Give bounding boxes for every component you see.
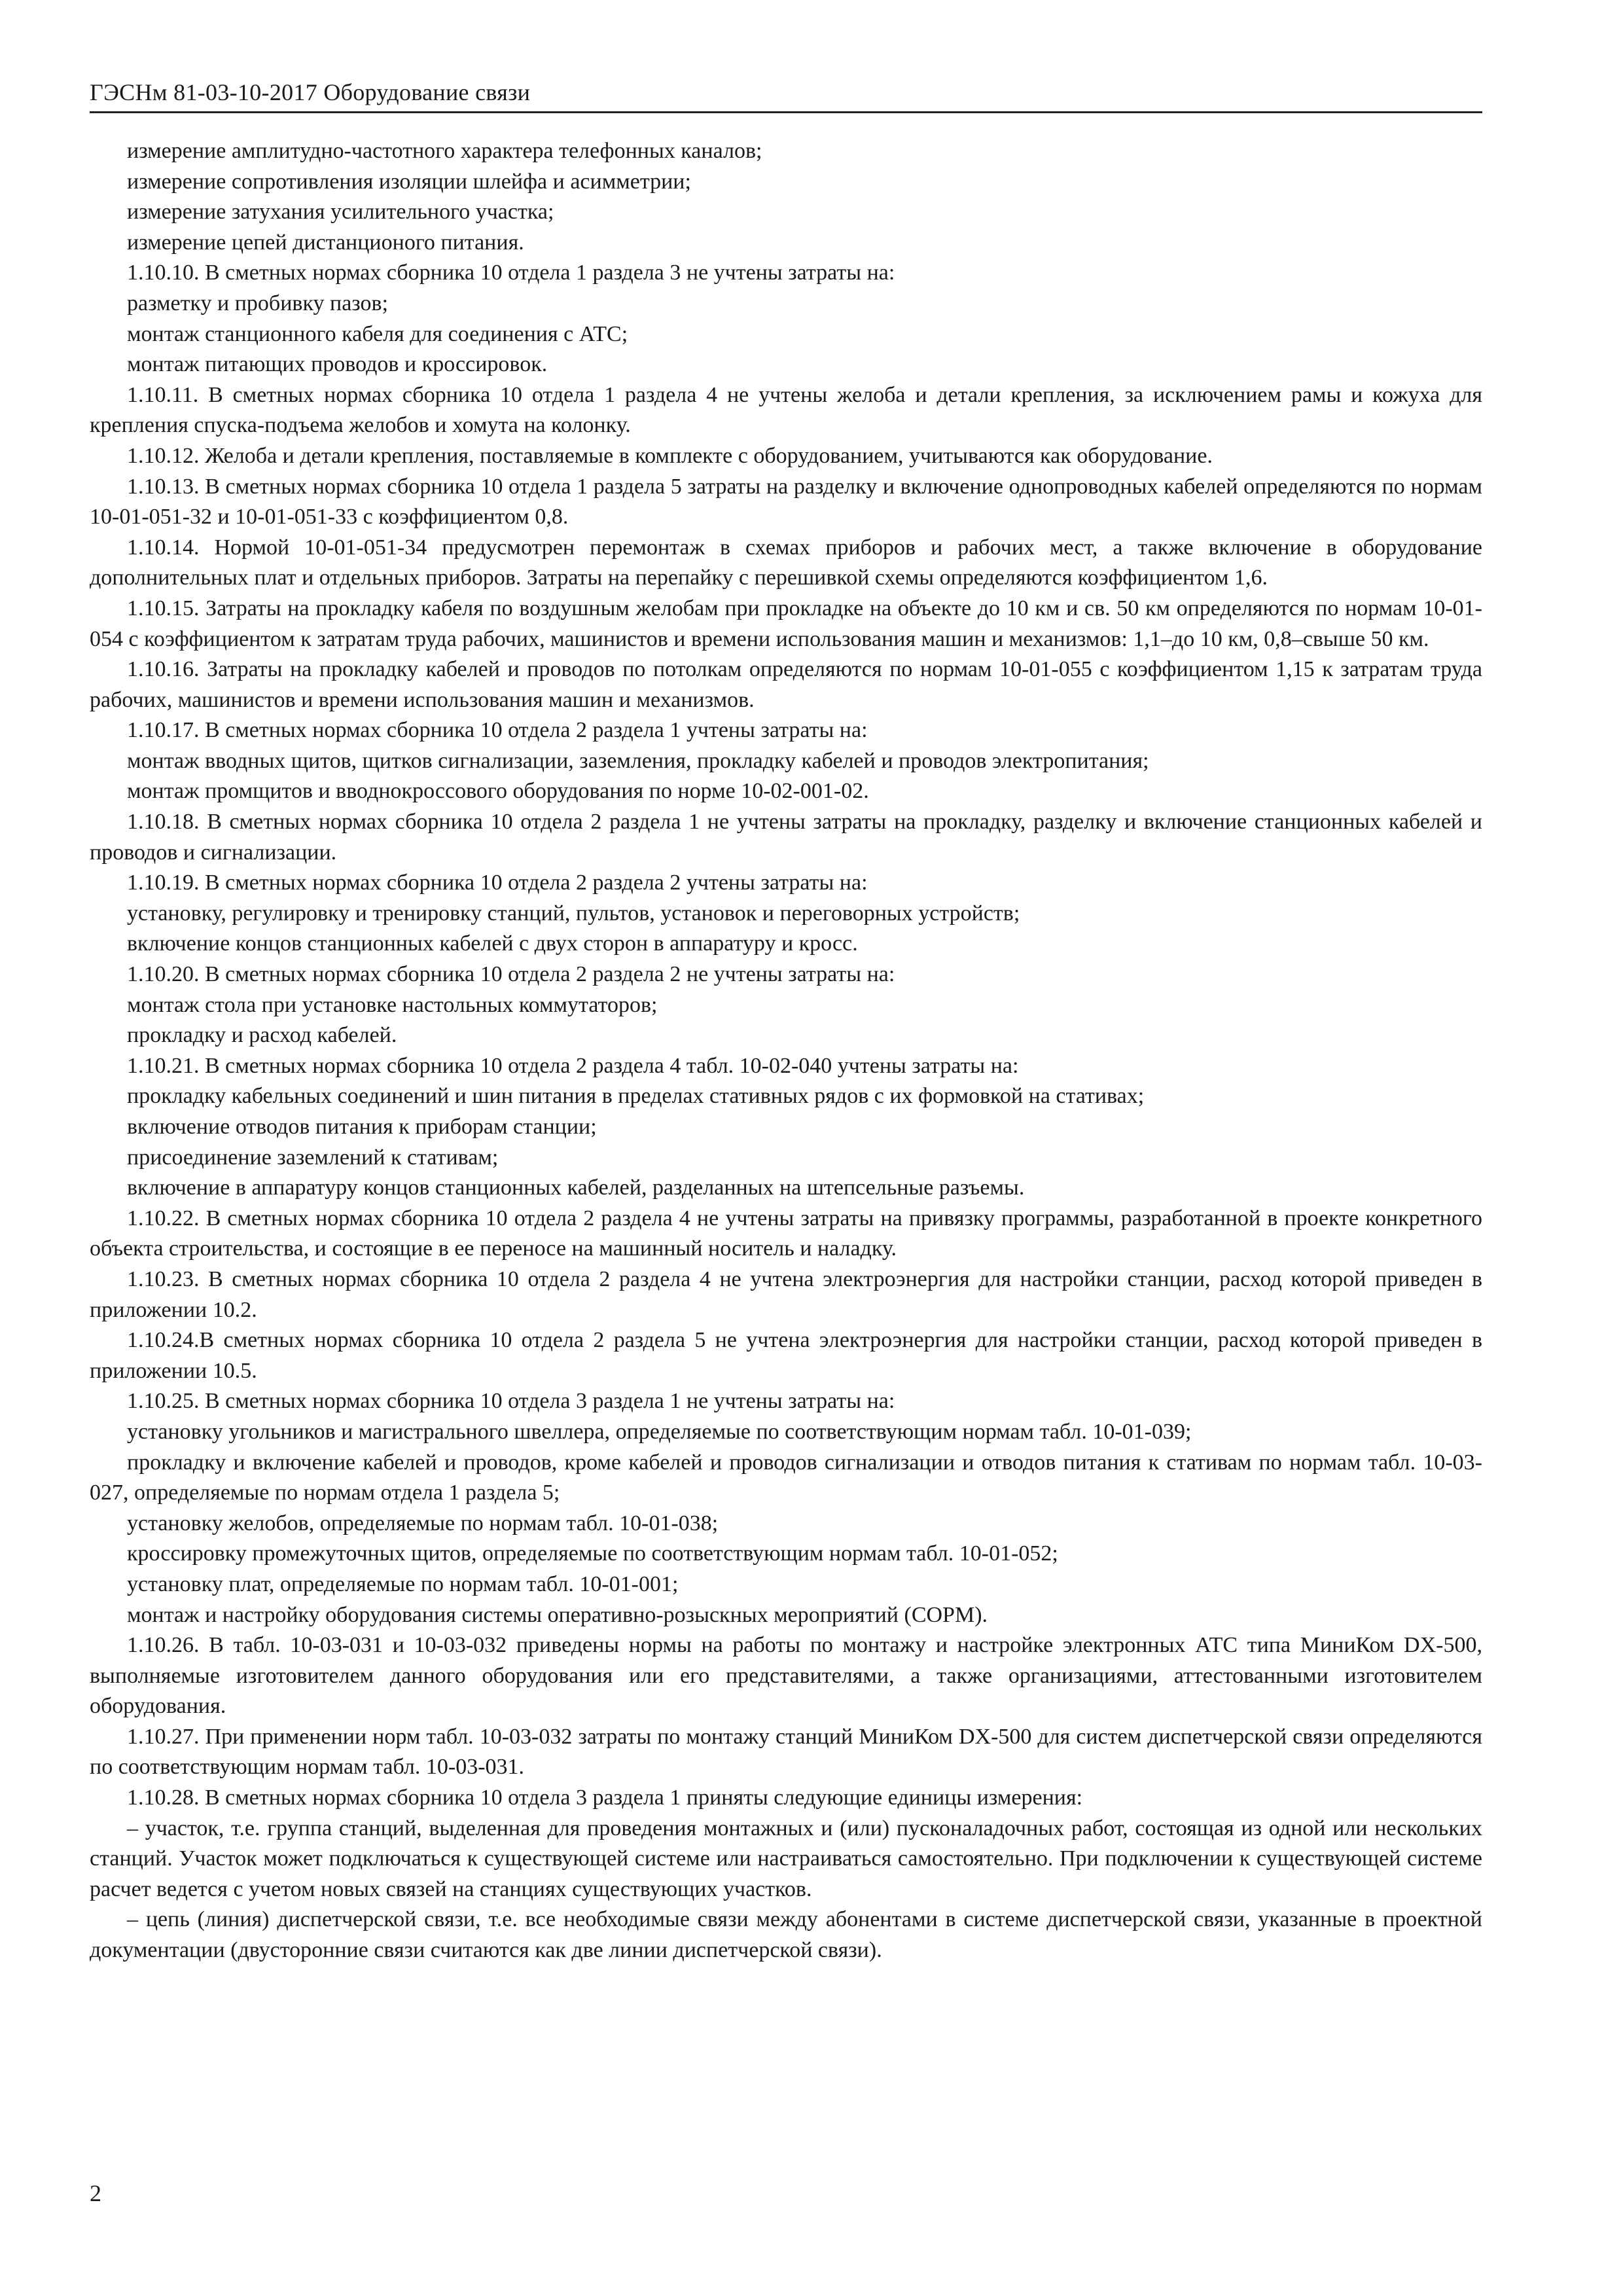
paragraph: 1.10.22. В сметных нормах сборника 10 отдела 2 раздела 4 не учтены затраты на привязку программы, разработанной в проекте конкретного объекта строительства, и состоящие в ее переносе на машинный носитель и наладку. xyxy=(90,1206,1482,1261)
paragraph: разметку и пробивку пазов; xyxy=(127,291,389,315)
paragraph: 1.10.14. Нормой 10-01-051-34 предусмотрен перемонтаж в схемах приборов и рабочих мест, а также включение в оборудование дополнительных плат и отдельных приборов. Затраты на перепайку с перешивкой схемы определяются коэффициентом 1,6. xyxy=(90,535,1482,590)
paragraph: монтаж и настройку оборудования системы оперативно-розыскных мероприятий (СОРМ). xyxy=(127,1602,988,1627)
paragraph: 1.10.16. Затраты на прокладку кабелей и проводов по потолкам определяются по нормам 10-01-055 с коэффициентом 1,15 к затратам труда рабочих, машинистов и времени использования машин и механизмов. xyxy=(90,657,1482,712)
paragraph: монтаж питающих проводов и кроссировок. xyxy=(127,352,548,377)
header-divider xyxy=(90,111,1482,113)
paragraph: монтаж вводных щитов, щитков сигнализации, заземления, прокладку кабелей и проводов электропитания; xyxy=(127,748,1149,773)
paragraph: – участок, т.е. группа станций, выделенная для проведения монтажных и (или) пусконаладочных работ, состоящая из одной или нескольких станций. Участок может подключаться к существующей системе или настраиваться самостоятельно. При подключении к существующей системе расчет ведется с учетом новых связей на станциях существующих участков. xyxy=(90,1816,1482,1901)
paragraph: 1.10.21. В сметных нормах сборника 10 отдела 2 раздела 4 табл. 10-02-040 учтены затраты на: xyxy=(127,1053,1019,1078)
paragraph: измерение сопротивления изоляции шлейфа и асимметрии; xyxy=(127,169,691,194)
paragraph: кроссировку промежуточных щитов, определяемые по соответствующим нормам табл. 10-01-052; xyxy=(127,1541,1058,1566)
paragraph: 1.10.20. В сметных нормах сборника 10 отдела 2 раздела 2 не учтены затраты на: xyxy=(127,962,895,987)
paragraph: 1.10.26. В табл. 10-03-031 и 10-03-032 приведены нормы на работы по монтажу и настройке электронных АТС типа МиниКом DX-500, выполняемые изготовителем данного оборудования или его представителями, а также организациями, аттестованными изготовителем оборудования. xyxy=(90,1633,1482,1719)
paragraph: 1.10.25. В сметных нормах сборника 10 отдела 3 раздела 1 не учтены затраты на: xyxy=(127,1389,895,1414)
paragraph: 1.10.15. Затраты на прокладку кабеля по воздушным желобам при прокладке на объекте до 10 км и св. 50 км определяются по нормам 10-01-054 с коэффициентом к затратам труда рабочих, машинистов и времени использования машин и механизмов: 1,1–до 10 км, 0,8–свыше 50 км. xyxy=(90,596,1482,651)
paragraph: монтаж стола при установке настольных коммутаторов; xyxy=(127,992,658,1017)
paragraph: 1.10.12. Желоба и детали крепления, поставляемые в комплекте с оборудованием, учитываются как оборудование. xyxy=(127,443,1213,468)
paragraph: установку, регулировку и тренировку станций, пультов, установок и переговорных устройств; xyxy=(127,901,1020,925)
paragraph: 1.10.10. В сметных нормах сборника 10 отдела 1 раздела 3 не учтены затраты на: xyxy=(127,260,895,285)
paragraph: – цепь (линия) диспетчерской связи, т.е. все необходимые связи между абонентами в системе диспетчерской связи, указанные в проектной документации (двусторонние связи считаются как две линии диспетчерской связи). xyxy=(90,1907,1482,1963)
document-body xyxy=(90,136,1482,1966)
paragraph: установку желобов, определяемые по нормам табл. 10-01-038; xyxy=(127,1511,719,1535)
paragraph: 1.10.19. В сметных нормах сборника 10 отдела 2 раздела 2 учтены затраты на: xyxy=(127,870,868,895)
paragraph: установку угольников и магистрального швеллера, определяемые по соответствующим нормам табл. 10-01-039; xyxy=(127,1419,1192,1444)
paragraph: измерение амплитудно-частотного характера телефонных каналов; xyxy=(127,139,762,163)
paragraph: включение концов станционных кабелей с двух сторон в аппаратуру и кросс. xyxy=(127,931,858,956)
paragraph: включение отводов питания к приборам станции; xyxy=(127,1115,597,1139)
paragraph: включение в аппаратуру концов станционных кабелей, разделанных на штепсельные разъемы. xyxy=(127,1175,1025,1200)
page-number: 2 xyxy=(90,2180,101,2206)
paragraph: 1.10.11. В сметных нормах сборника 10 отдела 1 раздела 4 не учтены желоба и детали крепления, за исключением рамы и кожуха для крепления спуска-подъема желобов и хомута на колонку. xyxy=(90,382,1482,438)
paragraph: 1.10.24.В сметных нормах сборника 10 отдела 2 раздела 5 не учтена электроэнергия для настройки станции, расход которой приведен в приложении 10.5. xyxy=(90,1328,1482,1383)
paragraph: прокладку кабельных соединений и шин питания в пределах стативных рядов с их формовкой на стативах; xyxy=(127,1084,1145,1109)
paragraph: 1.10.23. В сметных нормах сборника 10 отдела 2 раздела 4 не учтена электроэнергия для настройки станции, расход которой приведен в приложении 10.2. xyxy=(90,1266,1482,1322)
paragraph: прокладку и включение кабелей и проводов, кроме кабелей и проводов сигнализации и отводов питания к стативам по нормам табл. 10-03-027, определяемые по нормам отдела 1 раздела 5; xyxy=(90,1450,1482,1505)
paragraph: 1.10.27. При применении норм табл. 10-03-032 затраты по монтажу станций МиниКом DX-500 для систем диспетчерской связи определяются по соответствующим нормам табл. 10-03-031. xyxy=(90,1724,1482,1780)
paragraph: монтаж станционного кабеля для соединения с АТС; xyxy=(127,321,628,346)
paragraph: прокладку и расход кабелей. xyxy=(127,1023,397,1048)
paragraph: измерение цепей дистанционого питания. xyxy=(127,230,524,255)
paragraph: установку плат, определяемые по нормам табл. 10-01-001; xyxy=(127,1571,679,1596)
paragraph: 1.10.13. В сметных нормах сборника 10 отдела 1 раздела 5 затраты на разделку и включение однопроводных кабелей определяются по нормам 10-01-051-32 и 10-01-051-33 с коэффициентом 0,8. xyxy=(90,474,1482,529)
paragraph: измерение затухания усилительного участка; xyxy=(127,200,554,224)
page-header-title: ГЭСНм 81-03-10-2017 Оборудование связи xyxy=(90,79,531,105)
paragraph: 1.10.28. В сметных нормах сборника 10 отдела 3 раздела 1 приняты следующие единицы измерения: xyxy=(127,1785,1083,1810)
paragraph: монтаж промщитов и вводнокроссового оборудования по норме 10-02-001-02. xyxy=(127,779,869,804)
paragraph: 1.10.18. В сметных нормах сборника 10 отдела 2 раздела 1 не учтены затраты на прокладку, разделку и включение станционных кабелей и проводов и сигнализации. xyxy=(90,810,1482,865)
paragraph: 1.10.17. В сметных нормах сборника 10 отдела 2 раздела 1 учтены затраты на: xyxy=(127,718,868,743)
paragraph: присоединение заземлений к стативам; xyxy=(127,1145,499,1170)
